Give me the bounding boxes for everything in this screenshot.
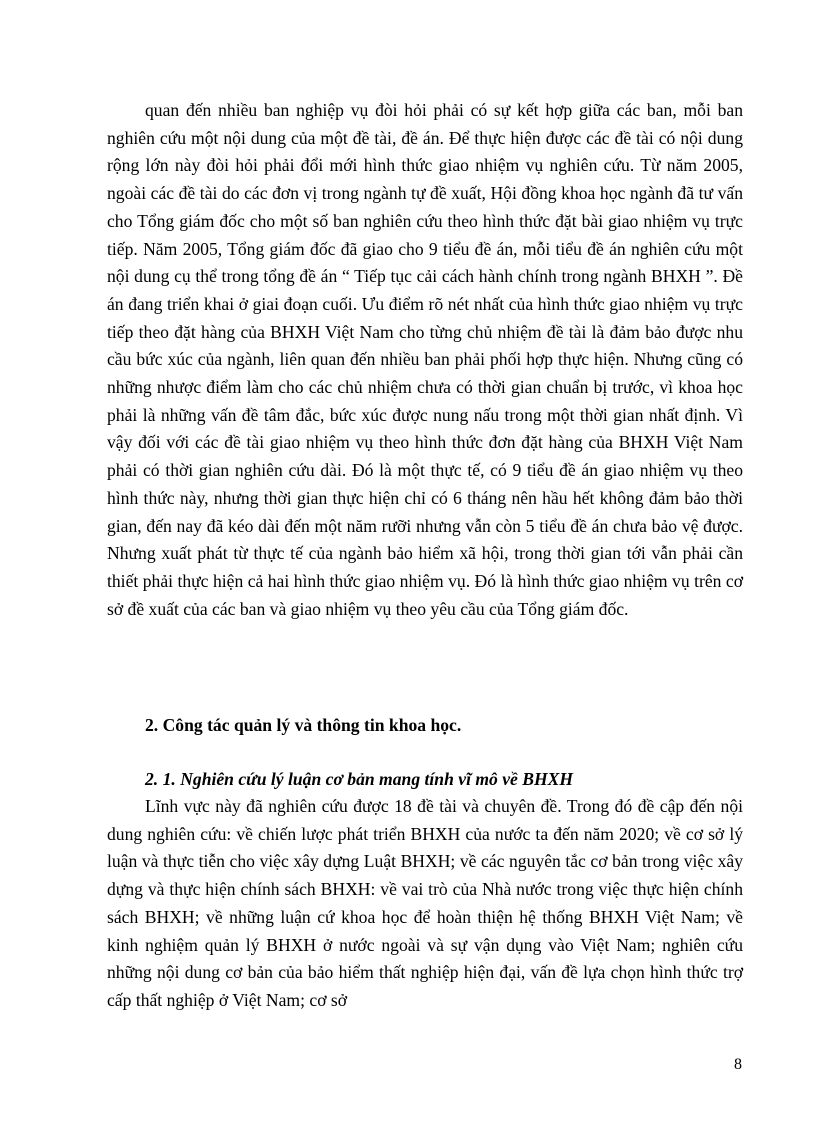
body-paragraph-2: Lĩnh vực này đã nghiên cứu được 18 đề tài và chuyên đề. Trong đó đề cập đến nội dung nghiên cứu: về chiến lược phát triển BHXH của nước ta đến năm 2020; về cơ sở lý luận và thực tiễn cho việc xây dựng Luật BHXH; về các nguyên tắc cơ bản trong việc xây dựng và thực hiện chính sách BHXH: về vai trò của Nhà nước trong việc thực hiện chính sách BHXH; về những luận cứ khoa học để hoàn thiện hệ thống BHXH Việt Nam; về kinh nghiệm quản lý BHXH ở nước ngoài và sự vận dụng vào Việt Nam; nghiên cứu những nội dung cơ bản của bảo hiểm thất nghiệp hiện đại, vấn đề lựa chọn hình thức trợ cấp thất nghiệp ở Việt Nam; cơ sở — [107, 796, 743, 1010]
section-heading-2: 2. Công tác quản lý và thông tin khoa học. — [145, 715, 462, 735]
subsection-heading-2-1: 2. 1. Nghiên cứu lý luận cơ bản mang tính vĩ mô về BHXH — [145, 769, 574, 789]
body-paragraph-1: quan đến nhiều ban nghiệp vụ đòi hỏi phải có sự kết hợp giữa các ban, mỗi ban nghiên cứu một nội dung của một đề tài, đề án. Để thực hiện được các đề tài có nội dung rộng lớn này đòi hỏi phải đổi mới hình thức giao nhiệm vụ nghiên cứu. Từ năm 2005, ngoài các đề tài do các đơn vị trong ngành tự đề xuất, Hội đồng khoa học ngành đã tư vấn cho Tổng giám đốc cho một số ban nghiên cứu theo hình thức đặt bài giao nhiệm vụ trực tiếp. Năm 2005, Tổng giám đốc đã giao cho 9 tiểu đề án, mỗi tiểu đề án nghiên cứu một nội dung cụ thể trong tổng đề án “ Tiếp tục cải cách hành chính trong ngành BHXH ”. Đề án đang triển khai ở giai đoạn cuối. Ưu điểm rõ nét nhất của hình thức giao nhiệm vụ trực tiếp theo đặt hàng của BHXH Việt Nam cho từng chủ nhiệm đề tài là đảm bảo được nhu cầu bức xúc của ngành, liên quan đến nhiều ban phải phối hợp thực hiện. Nhưng cũng có những nhược điểm làm cho các chủ nhiệm chưa có thời gian chuẩn bị trước, vì khoa học phải là những vấn đề tâm đắc, bức xúc được nung nấu trong một thời gian nhất định. Vì vậy đối với các đề tài giao nhiệm vụ theo hình thức đơn đặt hàng của BHXH Việt Nam phải có thời gian nghiên cứu dài. Đó là một thực tế, có 9 tiểu đề án giao nhiệm vụ theo hình thức này, nhưng thời gian thực hiện chỉ có 6 tháng nên hầu hết không đảm bảo thời gian, đến nay đã kéo dài đến một năm rưỡi nhưng vẫn còn 5 tiểu đề án chưa bảo vệ được. Nhưng xuất phát từ thực tế của ngành bảo hiểm xã hội, trong thời gian tới vẫn phải cần thiết phải thực hiện cả hai hình thức giao nhiệm vụ. Đó là hình thức giao nhiệm vụ trên cơ sở đề xuất của các ban và giao nhiệm vụ theo yêu cầu của Tổng giám đốc. — [107, 100, 743, 619]
page-number: 8 — [734, 1056, 742, 1073]
